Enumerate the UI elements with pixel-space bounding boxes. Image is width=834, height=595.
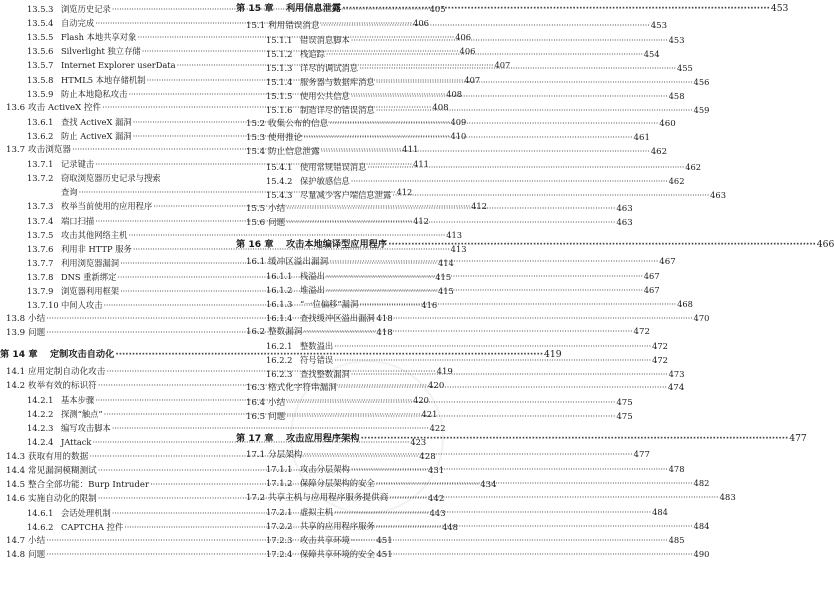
toc-leader-dots: [351, 175, 668, 187]
toc-title: 查找缓冲区溢出漏洞: [300, 312, 375, 323]
toc-leader-dots: [334, 506, 651, 518]
toc-title: 防止信息泄露: [268, 147, 320, 158]
toc-subsection[interactable]: [266, 340, 668, 352]
toc-title: 栈追踪: [300, 48, 325, 59]
toc-title: 自动完成: [61, 18, 95, 29]
toc-page-number: 467: [643, 284, 660, 295]
toc-number: 13.7.6: [27, 243, 54, 254]
toc-subsection[interactable]: [266, 298, 693, 310]
toc-number: 14.2: [6, 381, 26, 391]
toc-number: 14.7: [6, 536, 26, 547]
toc-number: 17.1.1: [266, 464, 293, 475]
toc-page-number: 442: [427, 493, 445, 504]
toc-title: 保障共享环境的安全: [300, 548, 375, 559]
toc-title: 会话处理机制: [61, 507, 111, 518]
toc-number: 15.1.6: [266, 105, 293, 116]
toc-number: 13.7.5: [27, 229, 54, 240]
toc-title: 格式化字符串漏洞: [268, 383, 337, 394]
toc-number: 15.1.5: [266, 91, 293, 101]
toc-page-number: 453: [770, 3, 789, 14]
toc-page-number: 459: [693, 105, 710, 116]
toc-page-number: 421: [421, 409, 438, 420]
toc-page-number: 451: [376, 550, 393, 561]
toc-page-number: 461: [633, 133, 650, 144]
toc-subsection[interactable]: [266, 463, 685, 475]
toc-number: 14.2.2: [27, 409, 54, 420]
toc-title: 缓冲区溢出漏洞: [268, 256, 329, 267]
toc-title: 编写攻击脚本: [61, 423, 111, 434]
toc-title: 整数溢出: [300, 341, 334, 352]
toc-title: 攻击其他网络主机: [61, 229, 128, 240]
toc-number: 13.7.1: [27, 159, 54, 170]
toc-leader-dots: [376, 312, 693, 324]
toc-number: 13.7.4: [27, 215, 54, 226]
toc-title: 栈溢出: [300, 270, 325, 281]
toc-leader-dots: [388, 239, 816, 251]
toc-number: 16.1.3: [266, 298, 293, 309]
toc-leader-dots: [329, 118, 658, 130]
toc-number: 13.7.7: [27, 257, 54, 268]
toc-title: 攻击 ActiveX 控件: [28, 102, 102, 113]
toc-page-number: 453: [668, 34, 685, 45]
toc-subsection[interactable]: [266, 104, 710, 116]
toc-leader-dots: [351, 34, 668, 46]
toc-subsection[interactable]: [266, 506, 668, 518]
toc-chapter[interactable]: [236, 432, 807, 445]
toc-leader-dots: [334, 340, 651, 352]
toc-page-number: 468: [677, 298, 693, 309]
toc-page-number: 415: [437, 286, 454, 296]
toc-page-number: 463: [616, 203, 633, 214]
toc-page-number: 412: [471, 201, 487, 212]
toc-number: 13.7.3: [27, 201, 54, 212]
toc-page-number: 484: [693, 520, 710, 531]
toc-page-number: 475: [616, 411, 633, 422]
toc-number: 14.8: [6, 550, 26, 561]
toc-title: 浏览器利用框架: [61, 286, 120, 296]
toc-page-number: 458: [668, 91, 685, 101]
toc-title: 利用错误消息: [268, 20, 320, 31]
toc-page-number: 470: [693, 312, 710, 323]
toc-page-number: 413: [450, 243, 467, 254]
toc-title: 枚举有效的标识符: [28, 381, 97, 391]
toc-leader-dots: [303, 326, 632, 338]
toc-page-number: 467: [659, 256, 676, 267]
toc-title: 小结: [28, 314, 46, 325]
toc-page-number: 467: [643, 270, 660, 281]
toc-subsection[interactable]: [266, 175, 685, 187]
toc-number: 13.5.9: [27, 88, 54, 99]
toc-title: 攻击本地编译型应用程序: [286, 239, 388, 250]
toc-page-number: 431: [427, 465, 445, 476]
toc-page-number: 472: [652, 355, 668, 366]
toc-number: 14.5: [6, 479, 26, 490]
toc-page-number: 412: [413, 215, 429, 226]
toc-page-number: 434: [480, 479, 497, 490]
toc-page-number: 484: [652, 506, 668, 517]
toc-title: 端口扫描: [61, 215, 95, 226]
toc-title: 问题: [268, 411, 286, 422]
toc-section[interactable]: [246, 256, 676, 268]
toc-title: 使用常规错误消息: [300, 161, 367, 172]
toc-page-number: 455: [676, 62, 693, 73]
toc-page-number: 415: [435, 271, 452, 282]
toc-title: 防止 ActiveX 漏洞: [61, 130, 132, 141]
toc-title: 符号错误: [300, 355, 334, 366]
toc-number: 16.1.1: [266, 270, 293, 281]
toc-number: 第 15 章: [236, 3, 274, 14]
toc-title: 尽量减少客户端信息泄露: [300, 189, 392, 200]
toc-title: 使用公共信息: [300, 91, 350, 101]
toc-leader-dots: [303, 449, 632, 461]
toc-number: 15.1.2: [266, 48, 293, 59]
toc-title: 整数漏洞: [268, 327, 303, 337]
toc-subsection[interactable]: [266, 368, 685, 380]
toc-title: 窃取浏览器历史记录与搜索: [61, 173, 161, 184]
toc-number: 17.1: [246, 450, 266, 461]
toc-page-number: 422: [429, 423, 446, 434]
toc-leader-dots: [286, 217, 615, 229]
toc-page-number: 419: [544, 349, 562, 361]
toc-page-number: 420: [413, 395, 429, 406]
toc-number: 13.7: [6, 145, 26, 155]
toc-title: CAPTCHA 控件: [61, 522, 124, 532]
toc-subsection[interactable]: [266, 312, 710, 324]
toc-title: 小结: [28, 536, 46, 547]
toc-page-number: 408: [432, 102, 449, 113]
toc-number: 13.6: [6, 102, 26, 113]
toc-leader-dots: [286, 411, 615, 423]
toc-number: 14.2.1: [27, 395, 54, 406]
toc-number: 17.2.1: [266, 506, 293, 517]
toc-page-number: 409: [450, 116, 467, 127]
toc-number: 15.1.1: [266, 34, 293, 45]
toc-page-number: 485: [668, 534, 685, 545]
toc-number: 13.6.1: [27, 116, 54, 127]
toc-title: 详尽的调试消息: [300, 62, 359, 73]
toc-subsection[interactable]: [266, 284, 660, 296]
toc-section[interactable]: [246, 326, 650, 338]
toc-number: 16.4: [246, 397, 266, 408]
toc-title: “一位偏移”漏洞: [300, 298, 359, 309]
toc-title: 整合全部功能：Burp Intruder: [28, 479, 150, 490]
toc-page-number: 472: [652, 341, 668, 352]
toc-page-number: 462: [685, 161, 702, 172]
toc-title: 记录键击: [61, 159, 95, 170]
toc-leader-dots: [303, 132, 632, 144]
toc-title: 错误消息脚本: [300, 34, 350, 45]
toc-number: 17.1.2: [266, 478, 293, 489]
toc-page-number: 407: [464, 74, 481, 85]
toc-section[interactable]: [246, 397, 633, 409]
toc-number: 14.6.1: [27, 507, 54, 518]
toc-number: 13.6.2: [27, 130, 54, 141]
toc-number: 13.8: [6, 314, 26, 325]
toc-section[interactable]: [246, 449, 650, 461]
toc-title: 利用浏览器漏洞: [61, 257, 120, 268]
toc-number: 13.5.8: [27, 74, 54, 85]
toc-leader-dots: [351, 534, 668, 546]
toc-title: 实施自动化的限制: [28, 493, 97, 504]
toc-section[interactable]: [246, 411, 633, 423]
toc-number: 13.9: [6, 328, 26, 339]
toc-number: 第 16 章: [236, 239, 274, 250]
toc-page-number: 407: [494, 60, 511, 71]
toc-leader-dots: [376, 76, 693, 88]
toc-number: 14.3: [6, 451, 26, 462]
toc-leader-dots: [338, 382, 667, 394]
toc-title: JAttack: [61, 437, 92, 448]
toc-page-number: 462: [650, 147, 668, 158]
toc-number: 16.2: [246, 327, 266, 337]
toc-leader-dots: [376, 477, 693, 489]
toc-section[interactable]: [246, 217, 633, 229]
toc-title: 防止本地隐私攻击: [61, 88, 128, 99]
toc-number: 15.4.3: [266, 189, 293, 200]
toc-leader-dots: [376, 548, 693, 560]
toc-title: 查询: [61, 187, 78, 198]
toc-page-number: 411: [402, 145, 419, 155]
toc-title: Internet Explorer userData: [61, 60, 176, 71]
toc-page-number: 483: [719, 492, 736, 503]
toc-title: 保护敏感信息: [300, 175, 350, 186]
toc-page-number: 408: [446, 88, 463, 99]
toc-page-number: 423: [410, 437, 427, 448]
toc-subsection[interactable]: [27, 422, 446, 434]
toc-number: 第 17 章: [236, 432, 274, 444]
toc-title: 应用定制自动化攻击: [28, 366, 106, 377]
toc-leader-dots: [351, 463, 668, 475]
toc-title: 常见漏洞模糊测试: [28, 465, 97, 476]
toc-number: 16.2.3: [266, 369, 293, 380]
toc-number: 16.2.1: [266, 341, 293, 352]
toc-title: 利用信息泄露: [286, 3, 342, 14]
toc-page-number: 451: [376, 536, 393, 547]
toc-page-number: 414: [437, 257, 454, 268]
toc-number: 13.7.2: [27, 173, 54, 184]
toc-subsection[interactable]: [266, 534, 685, 546]
toc-leader-dots: [376, 104, 693, 116]
toc-leader-dots: [326, 270, 643, 282]
toc-number: 16.1.2: [266, 284, 293, 295]
toc-title: 攻击分层架构: [300, 464, 350, 475]
toc-title: 共享主机与应用程序服务提供商: [268, 492, 389, 503]
toc-title: 查找 ActiveX 漏洞: [61, 116, 132, 127]
toc-number: 15.2: [246, 119, 266, 130]
toc-title: DNS 重新绑定: [61, 271, 117, 282]
toc-number: 15.1.4: [266, 76, 293, 87]
toc-page-number: 412: [396, 187, 413, 198]
toc-number: 15.1.3: [266, 62, 293, 73]
toc-title: 使用推论: [268, 133, 303, 144]
toc-number: 14.4: [6, 465, 26, 476]
toc-number: 15.5: [246, 203, 266, 214]
toc-number: 17.2: [246, 492, 266, 503]
toc-page-number: 416: [421, 300, 438, 311]
toc-title: 攻击浏览器: [28, 145, 71, 155]
toc-title: 服务器与数据库消息: [300, 76, 375, 87]
toc-page-number: 477: [633, 450, 650, 461]
toc-number: 15.4.2: [266, 175, 293, 186]
toc-page-number: 406: [459, 46, 476, 57]
toc-title: 分层架构: [268, 450, 303, 461]
toc-title: 小结: [268, 397, 286, 408]
toc-page-number: 418: [376, 314, 393, 325]
toc-page-number: 420: [427, 381, 445, 391]
toc-title: 利用非 HTTP 服务: [61, 243, 132, 254]
toc-number: 16.1: [246, 256, 266, 267]
toc-number: 13.5.5: [27, 32, 54, 43]
toc-number: 15.3: [246, 133, 266, 144]
toc-title: HTML5 本地存储机制: [61, 74, 146, 85]
toc-number: 17.2.4: [266, 548, 293, 559]
toc-leader-dots: [359, 298, 676, 310]
toc-page-number: 406: [413, 18, 429, 29]
toc-number: 14.6: [6, 493, 26, 504]
toc-page-number: 463: [616, 217, 633, 228]
toc-title: 堆溢出: [300, 284, 325, 295]
toc-leader-dots: [286, 203, 615, 215]
toc-subsection[interactable]: [27, 172, 224, 184]
toc-title: 制造详尽的错误消息: [300, 105, 375, 116]
toc-page-number: 475: [616, 397, 633, 408]
toc-number: 第 14 章: [0, 349, 38, 361]
toc-title: 定制攻击自动化: [50, 349, 115, 361]
toc-number: 13.7.10: [27, 300, 59, 311]
toc-number: 16.5: [246, 411, 266, 422]
toc-section[interactable]: [246, 382, 685, 394]
toc-leader-dots: [321, 146, 650, 158]
toc-title: 问题: [28, 328, 46, 339]
toc-subsection[interactable]: [266, 161, 702, 173]
toc-page-number: 413: [446, 229, 463, 240]
toc-leader-dots: [342, 3, 770, 15]
toc-chapter[interactable]: [236, 3, 789, 15]
toc-subsection[interactable]: [266, 270, 660, 282]
toc-leader-dots: [359, 62, 676, 74]
toc-title: 攻击应用程序架构: [286, 432, 360, 444]
toc-number: 16.3: [246, 383, 266, 394]
toc-number: 14.2.4: [27, 437, 54, 448]
toc-number: 14.2.3: [27, 423, 54, 434]
toc-number: 15.4.1: [266, 161, 293, 172]
toc-page-number: 405: [429, 4, 446, 14]
toc-subsection[interactable]: [266, 189, 726, 201]
toc-title: 共享的应用程序服务: [300, 520, 375, 531]
toc-title: 保障分层架构的安全: [300, 478, 375, 489]
toc-page-number: 477: [789, 432, 807, 444]
toc-page-number: 474: [667, 383, 685, 394]
toc-section[interactable]: [246, 20, 668, 32]
toc-leader-dots: [334, 354, 651, 366]
toc-page-number: 406: [455, 32, 472, 43]
toc-title: 小结: [268, 203, 286, 214]
toc-title: 获取有用的数据: [28, 451, 89, 462]
toc-page-number: 462: [668, 175, 685, 186]
toc-leader-dots: [329, 256, 658, 268]
toc-page-number: 453: [650, 20, 668, 31]
toc-leader-dots: [351, 90, 668, 102]
toc-title: 探测“触点”: [61, 409, 103, 420]
toc-title: 浏览历史记录: [61, 4, 111, 14]
toc-title: 基本步骤: [61, 395, 95, 406]
toc-leader-dots: [321, 20, 650, 32]
toc-title: 问题: [268, 217, 286, 228]
toc-title: 攻击共享环境: [300, 534, 350, 545]
toc-title: Silverlight 独立存储: [61, 46, 141, 57]
toc-number: 16.1.4: [266, 312, 293, 323]
toc-number: 13.5.4: [27, 18, 54, 29]
toc-title: 问题: [28, 550, 46, 561]
toc-number: 13.7.9: [27, 286, 54, 296]
toc-page-number: 456: [693, 76, 710, 87]
toc-title: Flash 本地共享对象: [61, 32, 137, 43]
toc-leader-dots: [326, 284, 643, 296]
toc-number: 17.2.2: [266, 520, 293, 531]
toc-page-number: 410: [450, 130, 467, 141]
toc-page-number: 428: [419, 451, 436, 462]
toc-title: 虚拟主机: [300, 506, 334, 517]
toc-number: 15.6: [246, 217, 266, 228]
toc-page-number: 418: [376, 328, 393, 339]
toc-title: 枚举当前使用的应用程序: [61, 201, 153, 212]
toc-page-number: 472: [633, 327, 650, 337]
toc-number: 13.5.3: [27, 4, 54, 14]
toc-leader-dots: [376, 520, 693, 532]
toc-leader-dots: [361, 433, 789, 445]
toc-subsection[interactable]: [27, 229, 463, 241]
toc-page-number: 454: [643, 48, 660, 59]
toc-subsection[interactable]: [266, 548, 710, 560]
toc-page-number: 419: [436, 366, 453, 377]
toc-subsection[interactable]: [266, 520, 710, 532]
toc-page-number: 463: [710, 189, 726, 200]
toc-leader-dots: [389, 492, 718, 504]
toc-section[interactable]: [246, 146, 668, 158]
toc-number: 13.7.8: [27, 271, 54, 282]
toc-number: 14.6.2: [27, 522, 54, 532]
toc-number: 16.2.2: [266, 355, 293, 366]
toc-title: 中间人攻击: [61, 300, 103, 311]
toc-page-number: 478: [668, 464, 685, 475]
toc-number: 13.5.6: [27, 46, 54, 57]
toc-number: 15.1: [246, 20, 266, 31]
toc-leader-dots: [351, 368, 668, 380]
toc-leader-dots: [392, 189, 709, 201]
toc-title: 收集公布的信息: [268, 119, 329, 130]
toc-page-number: 473: [668, 369, 685, 380]
toc-number: 13.5.7: [27, 60, 54, 71]
toc-number: 14.1: [6, 366, 26, 377]
toc-number: 15.4: [246, 147, 266, 158]
toc-leader-dots: [326, 48, 643, 60]
toc-number: 17.2.3: [266, 534, 293, 545]
toc-page-number: 482: [693, 478, 710, 489]
toc-page-number: 411: [413, 159, 429, 170]
toc-leader-dots: [367, 161, 684, 173]
toc-section[interactable]: [246, 492, 736, 504]
toc-page-number: 490: [693, 548, 710, 559]
toc-leader-dots: [286, 397, 615, 409]
toc-page-number: 466: [816, 239, 834, 250]
toc-page-number: 448: [442, 522, 458, 532]
toc-page-number: 460: [659, 119, 676, 130]
toc-page-number: 443: [429, 507, 446, 518]
toc-title: 查找整数漏洞: [300, 369, 350, 380]
